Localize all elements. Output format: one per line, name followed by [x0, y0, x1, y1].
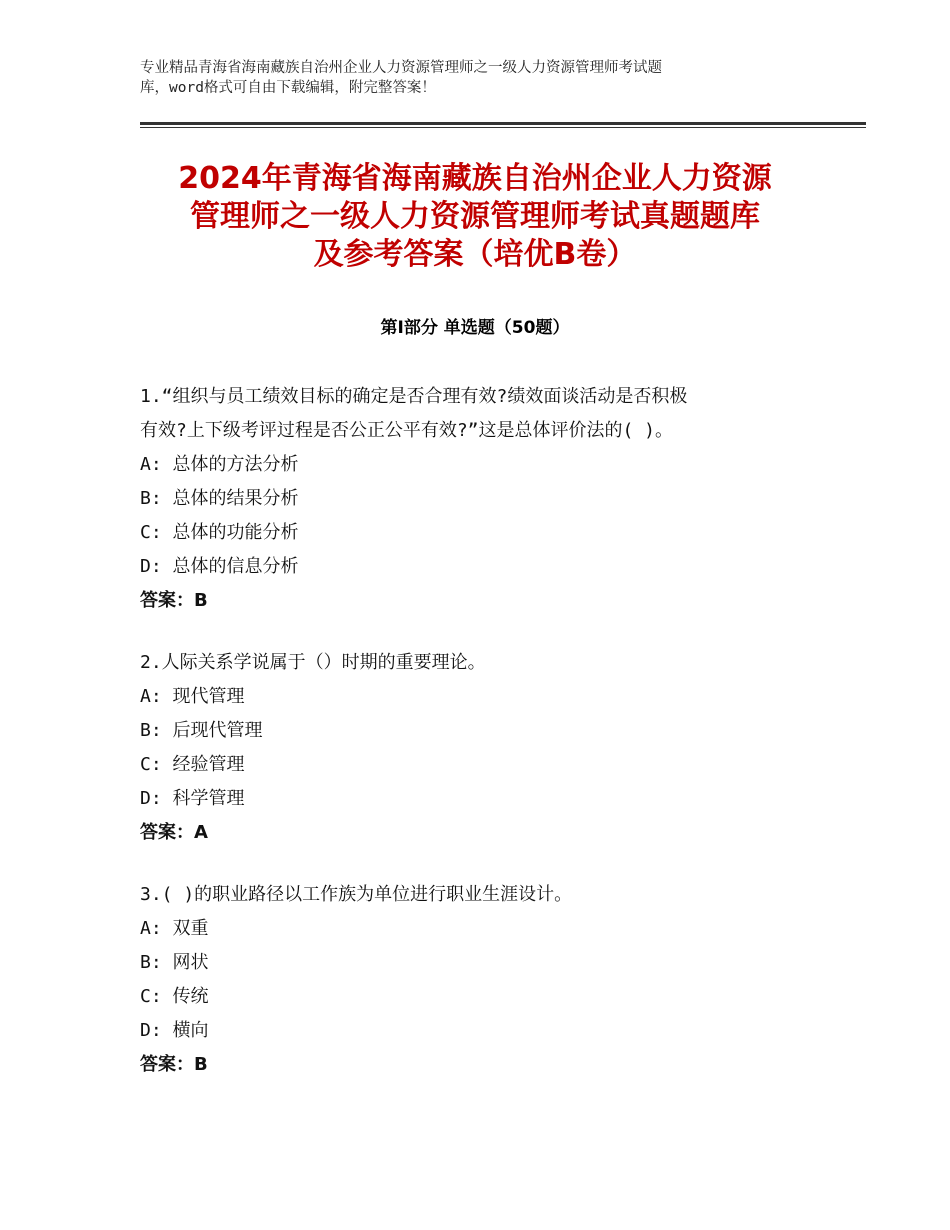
document-title	[120, 160, 830, 274]
answer: 答案：B	[140, 1054, 208, 1075]
answer: 答案：A	[140, 822, 208, 843]
option-b: B: 总体的结果分析	[140, 488, 299, 509]
question-stem	[140, 380, 840, 448]
question-stem	[140, 878, 840, 912]
question-list	[140, 380, 840, 1110]
option-c: C: 传统	[140, 986, 209, 1007]
question-stem-line: 有效?上下级考评过程是否公正公平有效?”这是总体评价法的( )。	[140, 420, 674, 441]
section-title: 第Ⅰ部分 单选题（50题）	[380, 318, 570, 338]
header-note-line-1: 专业精品青海省海南藏族自治州企业人力资源管理师之一级人力资源管理师考试题	[140, 60, 662, 76]
question-stem	[140, 646, 840, 680]
option-d: D: 总体的信息分析	[140, 556, 299, 577]
question-stem-line: 2.人际关系学说属于（）时期的重要理论。	[140, 652, 486, 673]
question-2	[140, 646, 840, 850]
question-3	[140, 878, 840, 1082]
option-c: C: 总体的功能分析	[140, 522, 299, 543]
question-1	[140, 380, 840, 618]
option-b: B: 网状	[140, 952, 209, 973]
title-line-1: 2024年青海省海南藏族自治州企业人力资源	[178, 161, 772, 196]
title-line-3: 及参考答案（培优B卷）	[313, 237, 637, 272]
option-a: A: 总体的方法分析	[140, 454, 299, 475]
option-a: A: 双重	[140, 918, 209, 939]
option-d: D: 科学管理	[140, 788, 245, 809]
header-note	[140, 58, 820, 98]
title-line-2: 管理师之一级人力资源管理师考试真题题库	[190, 199, 760, 234]
question-stem-line: 1.“组织与员工绩效目标的确定是否合理有效?绩效面谈活动是否积极	[140, 386, 688, 407]
option-d: D: 横向	[140, 1020, 209, 1041]
option-a: A: 现代管理	[140, 686, 245, 707]
question-stem-line: 3.( )的职业路径以工作族为单位进行职业生涯设计。	[140, 884, 573, 905]
option-b: B: 后现代管理	[140, 720, 263, 741]
option-c: C: 经验管理	[140, 754, 245, 775]
header-rule-thin	[140, 127, 866, 128]
header-note-line-2: 库，word格式可自由下载编辑，附完整答案！	[140, 80, 436, 96]
answer: 答案：B	[140, 590, 208, 611]
header-rule-thick	[140, 122, 866, 125]
